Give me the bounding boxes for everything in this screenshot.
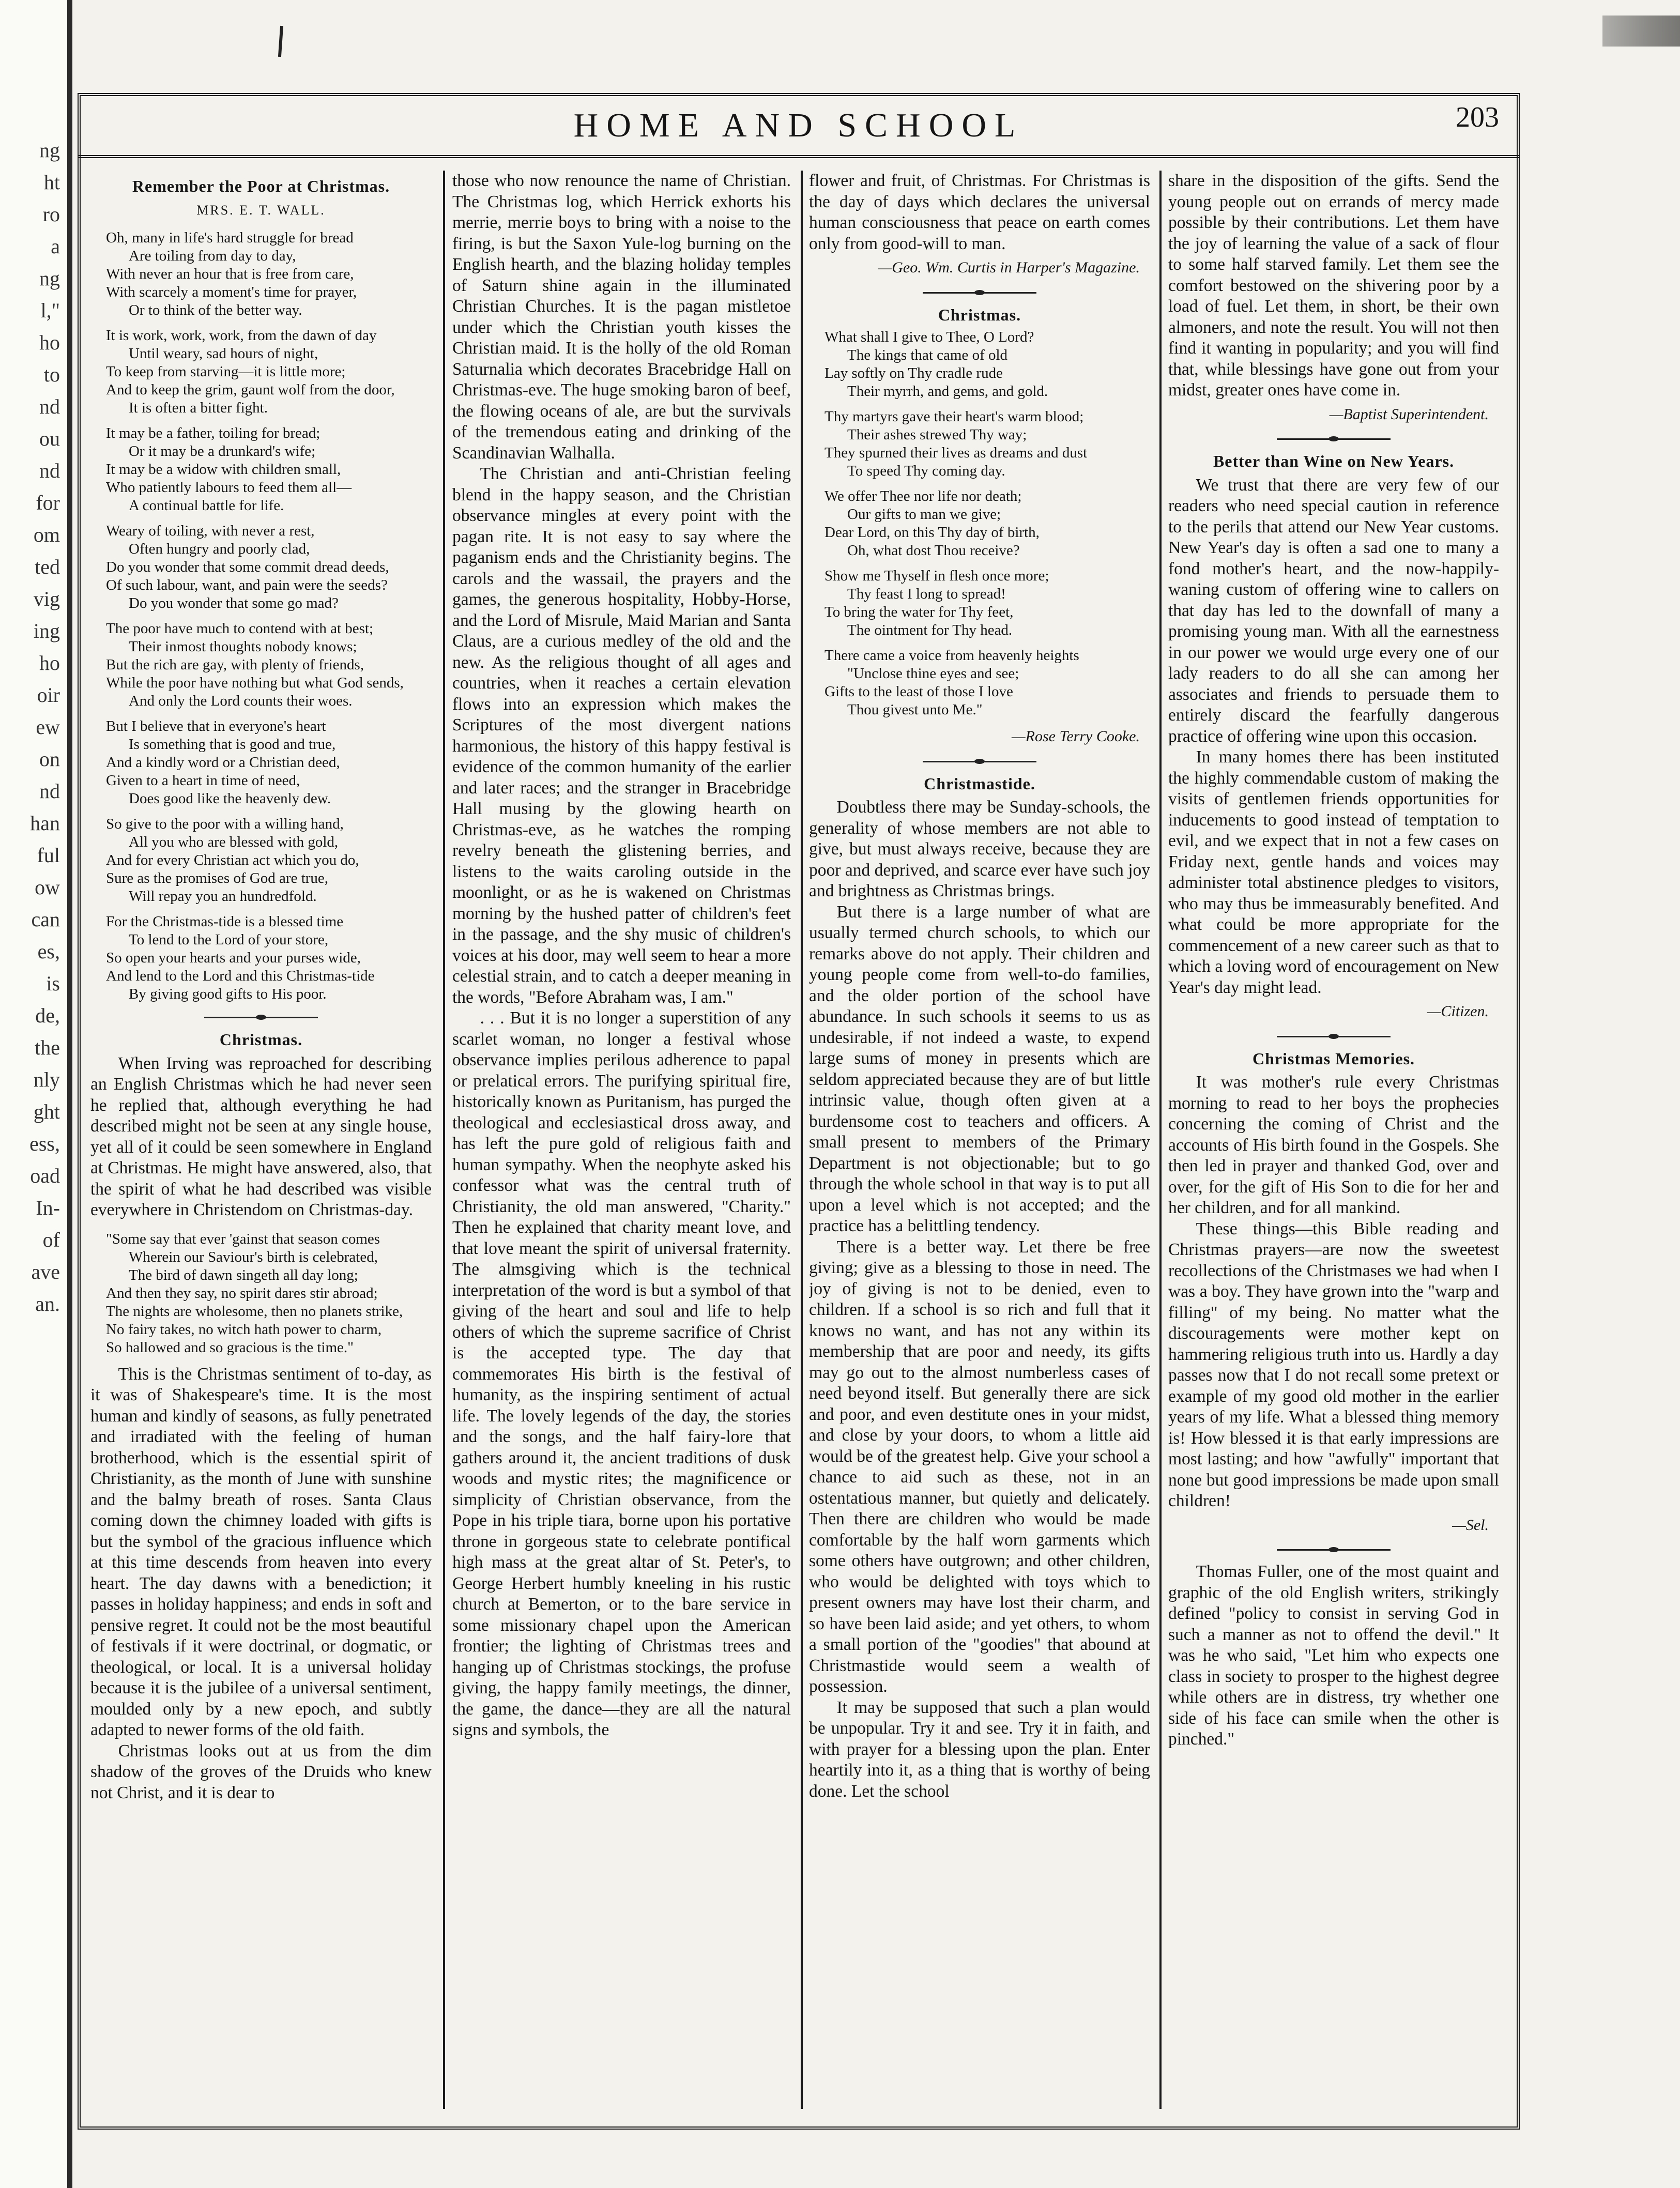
section-ornament bbox=[1277, 1034, 1391, 1039]
margin-fragment: ful bbox=[37, 844, 60, 867]
poem-line bbox=[824, 480, 1150, 487]
poem-line: They spurned their lives as dreams and dust bbox=[824, 445, 1088, 461]
poem-line: And to keep the grim, gaunt wolf from the door, bbox=[106, 381, 395, 398]
poem-line: It is often a bitter fight. bbox=[129, 400, 268, 416]
margin-fragment: ow bbox=[35, 876, 60, 899]
poem-line: The nights are wholesome, then no planets strike, bbox=[106, 1303, 403, 1320]
column-rule bbox=[1159, 171, 1162, 2109]
paragraph: We trust that there are very few of our readers who need special caution in reference to the perils that attend our New Year customs. New Year's day is often a sad one to many a fond mother's heart, and the now-happily-waning custom of offering wine to callers on that day has led to the downfall of many a promising young man. With all the earnestness in our power we would urge every one of our lady readers to do all she can among her associates and friends to persuade them to entirely discard the fearfully dangerous practice of offering wine upon this occasion. bbox=[1168, 475, 1499, 746]
adjacent-page-edge bbox=[0, 0, 72, 2188]
margin-fragment: nd bbox=[39, 779, 60, 803]
margin-fragment: l," bbox=[40, 299, 60, 322]
poem-line: So give to the poor with a willing hand, bbox=[106, 816, 344, 832]
poem-line: To speed Thy coming day. bbox=[847, 463, 1005, 479]
margin-fragment: nly bbox=[33, 1068, 60, 1091]
poem-line: There came a voice from heavenly heights bbox=[824, 647, 1079, 664]
poem-line: But I believe that in everyone's heart bbox=[106, 718, 326, 735]
margin-fragment: om bbox=[33, 523, 60, 546]
article-title: Better than Wine on New Years. bbox=[1213, 452, 1455, 470]
paragraph: In many homes there has been instituted the highly commendable custom of making the visits of gentlemen friends opportunities for inducements to good instead of temptation to evil, and we expect that in not a few cases on Friday next, gentle hands and voices may administer total abstinence pledges to visitors, who may thus be immeasurably benefited. And what could be more appropriate for the commencement of a new career such as that to which a loving word of encouragement on New Year's day might lead. bbox=[1168, 747, 1499, 997]
article-title: Christmas. bbox=[938, 305, 1021, 324]
poem-line: And for every Christian act which you do, bbox=[106, 852, 359, 868]
paragraph: Thomas Fuller, one of the most quaint and graphic of the old English writers, strikingly defined "policy to consist in serving God in such a manner as not to offend the devil." It was he who said, "Let him who expects one class in society to prosper to the highest degree while others are in distress, try whether one side of his face can smile when the other is pinched." bbox=[1168, 1562, 1499, 1749]
column-rule bbox=[801, 171, 803, 2109]
margin-fragment: nd bbox=[39, 395, 60, 418]
paragraph: flower and fruit, of Christmas. For Christmas is the day of days which declares the universal human consciousness that peace on earth comes only from good-will to man. bbox=[809, 171, 1150, 253]
paragraph: When Irving was reproached for describing an English Christmas which he had never seen he replied that, although everything he had described might not be seen at any single house, yet all of it could be seen somewhere in England at Christmas. He might have answered, also, that the spirit of what he had described was visible everywhere in Christendom on Christmas-day. bbox=[90, 1053, 432, 1219]
paragraph: . . . But it is no longer a superstition of any scarlet woman, no longer a festival whose observance implies perilous adherence to papal or prelatical errors. The purifying spiritual fire, historically known as Puritanism, has purged the theological and ecclesiastical dross away, and has left the pure gold of religious faith and human sympathy. When the neophyte asked his confessor what was the central truth of Christianity, the old man answered, "Charity." Then he explained that charity meant love, and that love meant the spirit of universal fraternity. The almsgiving which is the technical interpretation of the word is but a symbol of that giving of the heart and soul and life to help others of which the supreme sacrifice of Christ is the accepted type. The day that commemorates His birth is the festival of humanity, as the inspiring sentiment of actual life. The lovely legends of the day, the stories and the songs, and the half fairy-lore that gathers around it, the ancient traditions of dusk woods and mystic rites; the magnificence or simplicity of Christian observance, from the Pope in his triple tiara, borne upon his portative throne in gorgeous state to celebrate pontifical high mass at the great altar of St. Peter's, to George Herbert humbly kneeling in his rustic church at Bemerton, or to the bare service in some missionary chapel upon the American frontier; the lighting of Christmas trees and hanging up of Christmas stockings, the profuse giving, the happy family meetings, the dinner, the game, the dance—they are all the natural signs and symbols, the bbox=[452, 1008, 791, 1739]
poem-line: Lay softly on Thy cradle rude bbox=[824, 365, 1003, 381]
poem-line bbox=[106, 710, 432, 717]
paragraph: It was mother's rule every Christmas morning to read to her boys the prophecies concerning the coming of Christ and the accounts of His birth found in the Gospels. She then led in prayer and thanked God, over and over, for the gift of His Son to die for her and her children, and for all mankind. bbox=[1168, 1073, 1499, 1217]
margin-fragment: ho bbox=[39, 331, 60, 354]
margin-fragment: ro bbox=[42, 203, 60, 226]
poem-line: All you who are blessed with gold, bbox=[129, 834, 339, 850]
margin-fragment: ave bbox=[31, 1260, 60, 1283]
paragraph: There is a better way. Let there be free giving; give as a blessing to those in need. The joy of giving is not to be denied, even to children. If a school is so rich and full that it knows no want, and has not any within its membership that are poor and needy, its gifts may go out to the almost numberless cases of need beyond itself. But generally there are sick and poor, and even destitute ones in your midst, and close by your doors, to whom a little aid would be of the greatest help. Give your school a chance to aid such as these, not in an ostentatious manner, but quietly and delicately. Then there are children who would be made comfortable by the half worn garments which some others have outgrown; and other children, who would be delighted with toys which to present owners may have lost their charm, and so have been laid aside; and yet others, to whom a small portion of the "goodies" that abound at Christmastide would seem a wealth of possession. bbox=[809, 1237, 1150, 1696]
poem-line: Their ashes strewed Thy way; bbox=[847, 426, 1027, 443]
poem-line: No fairy takes, no witch hath power to charm, bbox=[106, 1321, 382, 1338]
column-4 bbox=[1168, 171, 1499, 2109]
poem-line: Thy martyrs gave their heart's warm blood; bbox=[824, 408, 1084, 425]
article-columns bbox=[90, 171, 1507, 2114]
margin-fragment: de, bbox=[35, 1004, 60, 1027]
margin-fragment: es, bbox=[37, 940, 60, 963]
poem-line bbox=[106, 613, 432, 620]
poem-line: Or it may be a drunkard's wife; bbox=[129, 443, 316, 460]
article-title: Christmas Memories. bbox=[1252, 1049, 1415, 1068]
margin-fragment: can bbox=[31, 908, 60, 931]
poem bbox=[106, 1230, 432, 1357]
poem-line: Does good like the heavenly dew. bbox=[129, 790, 331, 807]
poem-line bbox=[106, 515, 432, 522]
poem-line: Weary of toiling, with never a rest, bbox=[106, 523, 315, 539]
margin-fragment: ou bbox=[39, 427, 60, 450]
paragraph: The Christian and anti-Christian feeling blend in the happy season, and the Christian observance mingles at every point with the pagan rite. It is not easy to say where the paganism ends and the Christianity begins. The carols and the wassail, the prayers and the games, the generous hospitality, Hobby-Horse, and the Lord of Misrule, Maid Marian and Santa Claus, are a curious medley of the old and the new. As the religious thought of all ages and countries, when it reaches a certain elevation flows into an expression which makes the Scriptures of the most divergent nations harmonious, the history of this happy festival is evidence of the common humanity of the earlier and later races; and the stranger in Bracebridge Hall musing by the glowing hearth on Christmas-eve, as he watches the romping revelry beneath the glistening berries, and listens to the waits caroling outside in the moonlight, or as he is wakened on Christmas morning by the hushed patter of children's feet in the passage, and the shy music of children's voices at his door, may well seem to hear a more celestial strain, and to catch a deeper meaning in the words, "Before Abraham was, I am." bbox=[452, 464, 791, 1007]
running-title: HOME AND SCHOOL bbox=[573, 106, 1024, 144]
margin-fragment: ng bbox=[39, 267, 60, 290]
margin-fragment: ho bbox=[39, 651, 60, 675]
margin-fragment: nd bbox=[39, 459, 60, 482]
article-title: Christmastide. bbox=[924, 774, 1035, 793]
poem-line: Oh, what dost Thou receive? bbox=[847, 542, 1020, 559]
poem-line: Show me Thyself in flesh once more; bbox=[824, 568, 1049, 584]
poem-line: Do you wonder that some go mad? bbox=[129, 595, 339, 611]
poem-line: Of such labour, want, and pain were the seeds? bbox=[106, 577, 388, 593]
margin-fragment: a bbox=[51, 235, 60, 258]
poem-line: Until weary, sad hours of night, bbox=[129, 345, 318, 362]
poem-line bbox=[106, 319, 432, 327]
margin-fragment: ew bbox=[36, 715, 60, 739]
margin-fragment: an. bbox=[35, 1292, 60, 1315]
paragraph: Doubtless there may be Sunday-schools, the generality of whose members are not able to give, but must always receive, because they are poor and deprived, and scarce ever have such joy and brightness as Christmas brings. bbox=[809, 798, 1150, 900]
margin-fragment: ht bbox=[43, 171, 60, 194]
poem-line: The ointment for Thy head. bbox=[847, 622, 1013, 638]
poem-line: "Unclose thine eyes and see; bbox=[847, 665, 1019, 682]
poem-line: Who patiently labours to feed them all— bbox=[106, 479, 352, 496]
poem-line: Given to a heart in time of need, bbox=[106, 772, 300, 789]
poem-line: Do you wonder that some commit dread deeds, bbox=[106, 559, 389, 575]
poem-line bbox=[106, 417, 432, 424]
poem-line: Their inmost thoughts nobody knows; bbox=[129, 638, 357, 655]
section-ornament bbox=[923, 290, 1036, 295]
poem-line: To keep from starving—it is little more; bbox=[106, 363, 346, 380]
poem-line: While the poor have nothing but what God sends, bbox=[106, 675, 404, 691]
paragraph: But there is a large number of what are usually termed church schools, to which our remarks above do not apply. Their children and young people come from well-to-do families, and the older portion of the school have abundance. In such schools it seems to us as undesirable, if not indeed a waste, to expend large sums of money in presents which are seldom appreciated because they are of but little intrinsic value, though often given at a burdensome cost to teachers and officers. A small present to members of the Primary Department is not objectionable; but to go through the whole school in that way is to put all upon a level which is not accepted; and the practice has a belittling tendency. bbox=[809, 902, 1150, 1235]
section-ornament bbox=[923, 759, 1036, 764]
article-title: Remember the Poor at Christmas. bbox=[132, 177, 390, 195]
poem-line: And lend to the Lord and this Christmas-tide bbox=[106, 968, 375, 984]
poem-line: And only the Lord counts their woes. bbox=[129, 693, 353, 709]
poem-line: Oh, many in life's hard struggle for bread bbox=[106, 229, 354, 246]
poem-line: It may be a widow with children small, bbox=[106, 461, 341, 478]
poem-line: Dear Lord, on this Thy day of birth, bbox=[824, 524, 1040, 541]
poem-line: But the rich are gay, with plenty of friends, bbox=[106, 656, 364, 673]
poem-line: It may be a father, toiling for bread; bbox=[106, 425, 320, 441]
poem-line: The bird of dawn singeth all day long; bbox=[129, 1266, 358, 1283]
page-header bbox=[78, 101, 1520, 158]
margin-fragment: ess, bbox=[29, 1132, 60, 1155]
poem-line: Are toiling from day to day, bbox=[129, 248, 296, 264]
poem-line: So hallowed and so gracious is the time." bbox=[106, 1339, 354, 1356]
poem-line: Often hungry and poorly clad, bbox=[129, 541, 310, 557]
scan-artifact-mark bbox=[278, 26, 283, 57]
margin-fragment: ng bbox=[39, 139, 60, 162]
paragraph: Christmas looks out at us from the dim shadow of the groves of the Druids who knew not Christ, and it is dear to bbox=[90, 1741, 432, 1802]
margin-fragment: is bbox=[46, 972, 60, 995]
poem-line: To bring the water for Thy feet, bbox=[824, 604, 1014, 620]
poem-line: Will repay you an hundredfold. bbox=[129, 888, 317, 905]
margin-fragment: ght bbox=[33, 1100, 60, 1123]
poem-line: Wherein our Saviour's birth is celebrated, bbox=[129, 1248, 378, 1265]
column-3 bbox=[809, 171, 1150, 2109]
paragraph: This is the Christmas sentiment of to-day, as it was of Shakespeare's time. It is the most human and kindly of seasons, as fully penetrated and irradiated with the feeling of human brotherhood, which is the essential spirit of Christianity, as the month of June with sunshine and the balmy breath of roses. Santa Claus coming down the chimney loaded with gifts is but the symbol of the gracious influence which at this time descends from heaven into every heart. The day dawns with a benediction; it passes in holiday happiness; and ends in soft and pensive regret. It could not be the most beautiful of festivals if it were doctrinal, or dogmatic, or theological, or local. It is a universal holiday because it is the jubilee of a universal sentiment, moulded only by a new epoch, and subtly adapted to newer forms of the old faith. bbox=[90, 1364, 432, 1739]
poem-line bbox=[106, 808, 432, 815]
poem-line: Or to think of the better way. bbox=[129, 302, 302, 318]
poem-line: And then they say, no spirit dares stir abroad; bbox=[106, 1284, 378, 1302]
attribution: —Sel. bbox=[1452, 1516, 1489, 1534]
margin-fragment: ing bbox=[33, 619, 60, 642]
poem-line: What shall I give to Thee, O Lord? bbox=[824, 329, 1034, 345]
margin-fragment: In- bbox=[36, 1196, 60, 1219]
poem-line: And a kindly word or a Christian deed, bbox=[106, 754, 340, 771]
poem-line: A continual battle for life. bbox=[129, 497, 284, 514]
header-rule bbox=[78, 155, 1520, 158]
attribution: —Citizen. bbox=[1427, 1003, 1489, 1020]
poem-line: To lend to the Lord of your store, bbox=[129, 931, 329, 948]
attribution: —Rose Terry Cooke. bbox=[1011, 728, 1140, 745]
margin-fragment: on bbox=[39, 747, 60, 771]
margin-fragment: han bbox=[30, 812, 60, 835]
poem-line bbox=[824, 560, 1150, 567]
poem-line: We offer Thee nor life nor death; bbox=[824, 488, 1022, 504]
poem-line: Thy feast I long to spread! bbox=[847, 586, 1006, 602]
poem-line bbox=[106, 906, 432, 913]
paragraph: These things—this Bible reading and Christmas prayers—are now the sweetest recollections of the Christmases we had when I was a boy. They have grown into the "warp and filling" of my being. No matter what the discouragements were mother kept on hammering religious truth into us. Hardly a day passes now that I do not recall some pretext or example of my good old mother in the earlier years of my life. What a blessed thing memory is! How blessed it is that early impressions are most lasting; and how "awfully" important that none but good impressions be made upon small children! bbox=[1168, 1219, 1499, 1510]
poem-line: By giving good gifts to His poor. bbox=[129, 986, 327, 1002]
scan-right-edge bbox=[1602, 0, 1680, 2188]
poem-line: Our gifts to man we give; bbox=[847, 506, 1001, 523]
section-ornament bbox=[1277, 1547, 1391, 1552]
article-byline: MRS. E. T. WALL. bbox=[196, 202, 326, 218]
poem bbox=[106, 229, 432, 1003]
column-rule bbox=[443, 171, 445, 2109]
margin-fragment: vig bbox=[33, 587, 60, 610]
article-title: Christmas. bbox=[219, 1030, 303, 1049]
paragraph: It may be supposed that such a plan would be unpopular. Try it and see. Try it in faith, and with prayer for a blessing upon the plan. Enter heartily into it, as a thing that is worthy of being done. Let the school bbox=[809, 1697, 1150, 1801]
margin-fragment: for bbox=[36, 491, 60, 514]
poem-line: So open your hearts and your purses wide, bbox=[106, 950, 361, 966]
margin-fragment: oad bbox=[30, 1164, 60, 1187]
margin-fragment: of bbox=[42, 1228, 60, 1251]
poem-line: Is something that is good and true, bbox=[129, 736, 336, 753]
poem-line: The poor have much to contend with at best; bbox=[106, 620, 374, 637]
poem-line: Sure as the promises of God are true, bbox=[106, 870, 329, 886]
attribution: —Geo. Wm. Curtis in Harper's Magazine. bbox=[878, 259, 1140, 276]
column-2 bbox=[452, 171, 791, 2109]
poem-line bbox=[824, 401, 1150, 408]
poem-line: Gifts to the least of those I love bbox=[824, 683, 1013, 700]
paragraph: share in the disposition of the gifts. Send the young people out on errands of mercy made possible by their contributions. Let them have the joy of learning the value of a sack of flour to some half starved family. Let them see the comfort bestowed on the shivering poor by a load of fuel. Let them, in short, be their own almoners, and note the result. You will not then find it wanting in popularity; and you will find that, while blessings have gone out from your midst, greater ones have come in. bbox=[1168, 171, 1499, 400]
poem-line: The kings that came of old bbox=[847, 347, 1008, 363]
paragraph: those who now renounce the name of Christian. The Christmas log, which Herrick exhorts his merrie, merrie boys to bring with a noise to the firing, is but the Saxon Yule-log burning on the English hearth, and the blazing holiday temples of Saturn shine again in the illuminated Christian Churches. It is the pagan mistletoe under which the Christian youth kisses the Christian maid. It is the holly of the old Roman Saturnalia which decorates Bracebridge Hall on Christmas-eve. The huge smoking baron of beef, the flowing oceans of ale, are but the survivals of the tremendous eating and drinking of the Scandinavian Walhalla. bbox=[452, 171, 791, 463]
poem-line: With scarcely a moment's time for prayer, bbox=[106, 284, 357, 300]
margin-fragment: to bbox=[43, 363, 60, 386]
column-1 bbox=[90, 171, 432, 2109]
margin-fragment: the bbox=[35, 1036, 60, 1059]
margin-fragment: ted bbox=[35, 555, 60, 578]
section-ornament bbox=[1277, 436, 1391, 441]
adjacent-page-fragments bbox=[13, 134, 60, 1320]
poem-line: For the Christmas-tide is a blessed time bbox=[106, 913, 344, 930]
section-ornament bbox=[204, 1015, 318, 1020]
poem-line: Their myrrh, and gems, and gold. bbox=[847, 383, 1048, 400]
poem-line bbox=[824, 639, 1150, 647]
attribution: —Baptist Superintendent. bbox=[1329, 405, 1489, 423]
page-number: 203 bbox=[1456, 101, 1499, 133]
poem-line: "Some say that ever 'gainst that season comes bbox=[106, 1230, 380, 1247]
poem-line: It is work, work, work, from the dawn of day bbox=[106, 327, 377, 344]
poem-line: Thou givest unto Me." bbox=[847, 701, 983, 718]
margin-fragment: oir bbox=[37, 683, 60, 707]
poem-line: With never an hour that is free from care, bbox=[106, 266, 354, 282]
poem bbox=[824, 328, 1150, 719]
